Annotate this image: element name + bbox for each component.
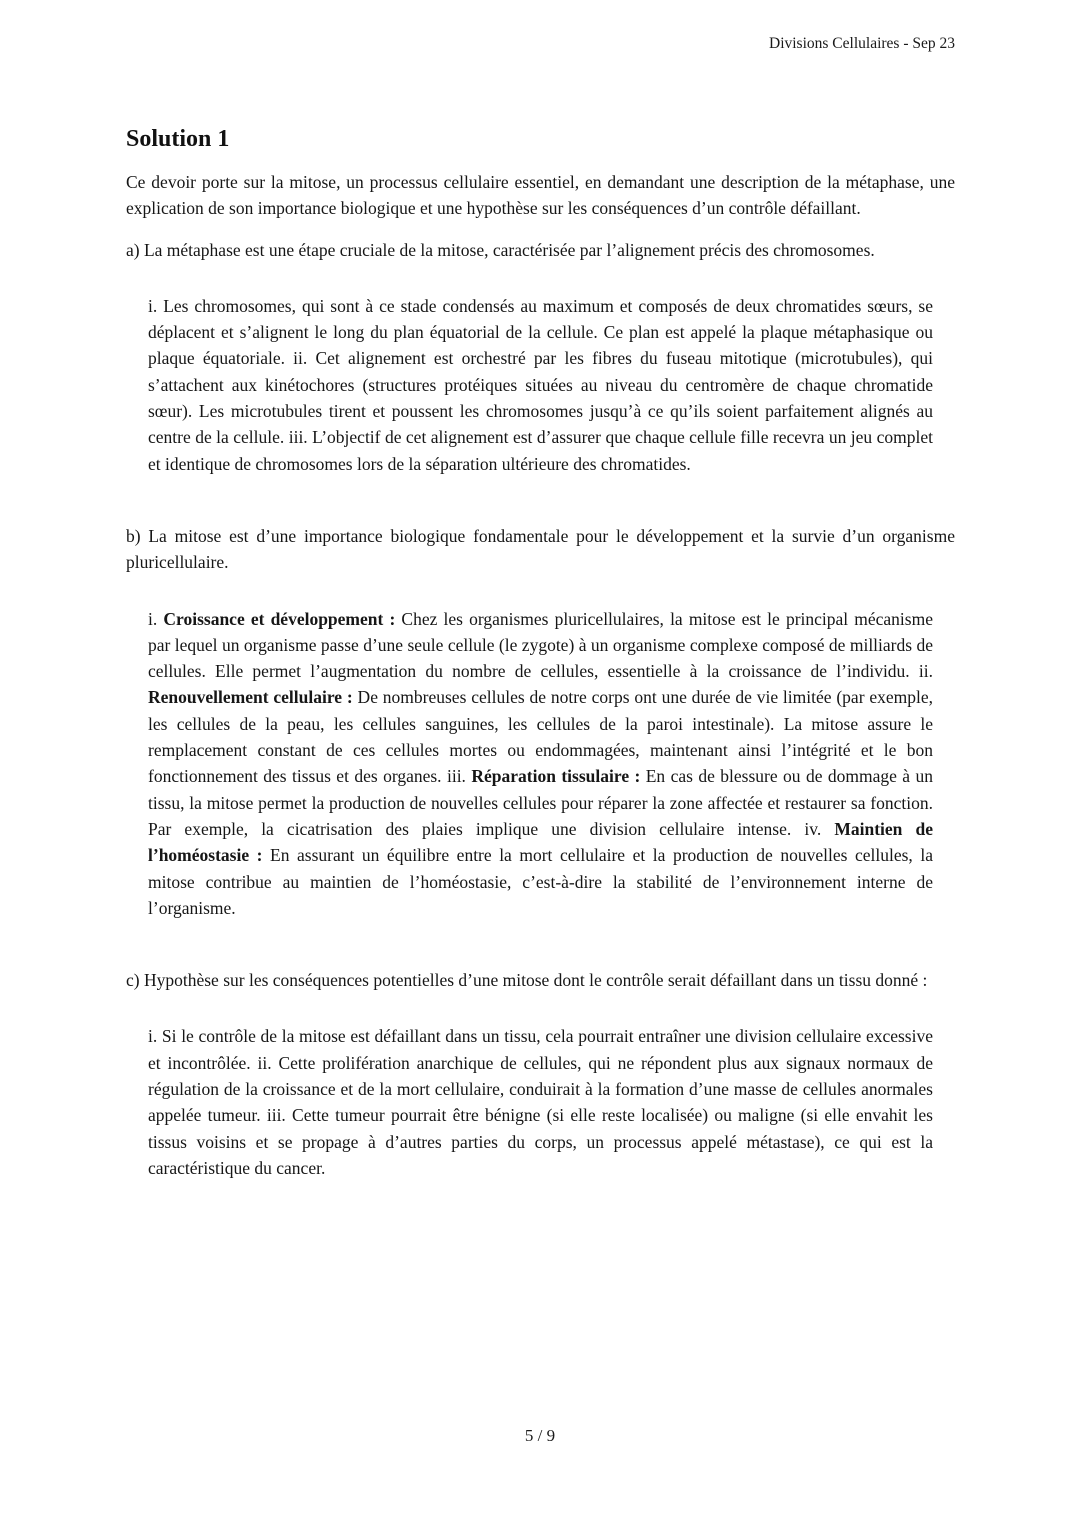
running-header: Divisions Cellulaires - Sep 23 [769, 35, 955, 52]
answer-b-block: i. Croissance et développement : Chez les organismes pluricellulaires, la mitose est le principal mécanisme par lequel un organisme passe d’une seule cellule (le zygote) à un organisme complexe composé de milliards de cellules. Elle permet l’augmentation du nombre de cellules, essentielle à la croissance de l’individu. ii. Renouvellement cellulaire : De nombreuses cellules de notre corps ont une durée de vie limitée (par exemple, les cellules de la peau, les cellules sanguines, les cellules de la paroi intestinale). La mitose assure le remplacement constant de ces cellules mortes ou endommagées, maintenant ainsi l’intégrité et le bon fonctionnement des tissus et des organes. iii. Réparation tissulaire : En cas de blessure ou de dommage à un tissu, la mitose permet la production de nouvelles cellules pour réparer la zone affectée et restaurer sa fonction. Par exemple, la cicatrisation des plaies implique une division cellulaire intense. iv. Maintien de l’homéostasie : En assurant un équilibre entre la mort cellulaire et la production de nouvelles cellules, la mitose contribue au maintien de l’homéostasie, c’est-à-dire la stabilité de l’environnement interne de l’organisme. [148, 608, 934, 918]
question-a-paragraph: a) La métaphase est une étape cruciale de la mitose, caractérisée par l’alignement précis des chromosomes. [126, 239, 875, 260]
page-number: 5 / 9 [524, 1426, 556, 1445]
answer-c-block: i. Si le contrôle de la mitose est défaillant dans un tissu, cela pourrait entraîner une division cellulaire excessive et incontrôlée. ii. Cette prolifération anarchique de cellules, qui ne répondent plus aux signaux normaux de régulation de la croissance et de la mort cellulaire, conduirait à la formation d’une masse de cellules anormales appelée tumeur. iii. Cette tumeur pourrait être bénigne (si elle reste localisée) ou maligne (si elle envahit les tissus voisins et se propage à d’autres parties du corps, un processus appelé métastase), ce qui est la caractéristique du cancer. [148, 1026, 933, 1178]
page-title: Solution 1 [126, 126, 230, 152]
answer-a-block: i. Les chromosomes, qui sont à ce stade condensés au maximum et composés de deux chromatides sœurs, se déplacent et s’alignent le long du plan équatorial de la cellule. Ce plan est appelé la plaque métaphasique ou plaque équatoriale. ii. Cet alignement est orchestré par les fibres du fuseau mitotique (microtubules), qui s’attachent aux kinétochores (structures protéiques situées au niveau du centromère de chaque chromatide sœur). Les microtubules tirent et poussent les chromosomes jusqu’à ce qu’ils soient parfaitement alignés au centre de la cellule. iii. L’objectif de cet alignement est d’assurer que chaque cellule fille recevra un jeu complet et identique de chromosomes lors de la séparation ultérieure des chromatides. [148, 295, 933, 474]
intro-paragraph: Ce devoir porte sur la mitose, un processus cellulaire essentiel, en demandant une description de la métaphase, une explication de son importance biologique et une hypothèse sur les conséquences d’un contrôle défaillant. [126, 172, 955, 219]
question-c-paragraph: c) Hypothèse sur les conséquences potentielles d’une mitose dont le contrôle serait défaillant dans un tissu donné : [126, 970, 928, 991]
question-b-paragraph: b) La mitose est d’une importance biologique fondamentale pour le développement et la survie d’un organisme pluricellulaire. [126, 525, 955, 573]
